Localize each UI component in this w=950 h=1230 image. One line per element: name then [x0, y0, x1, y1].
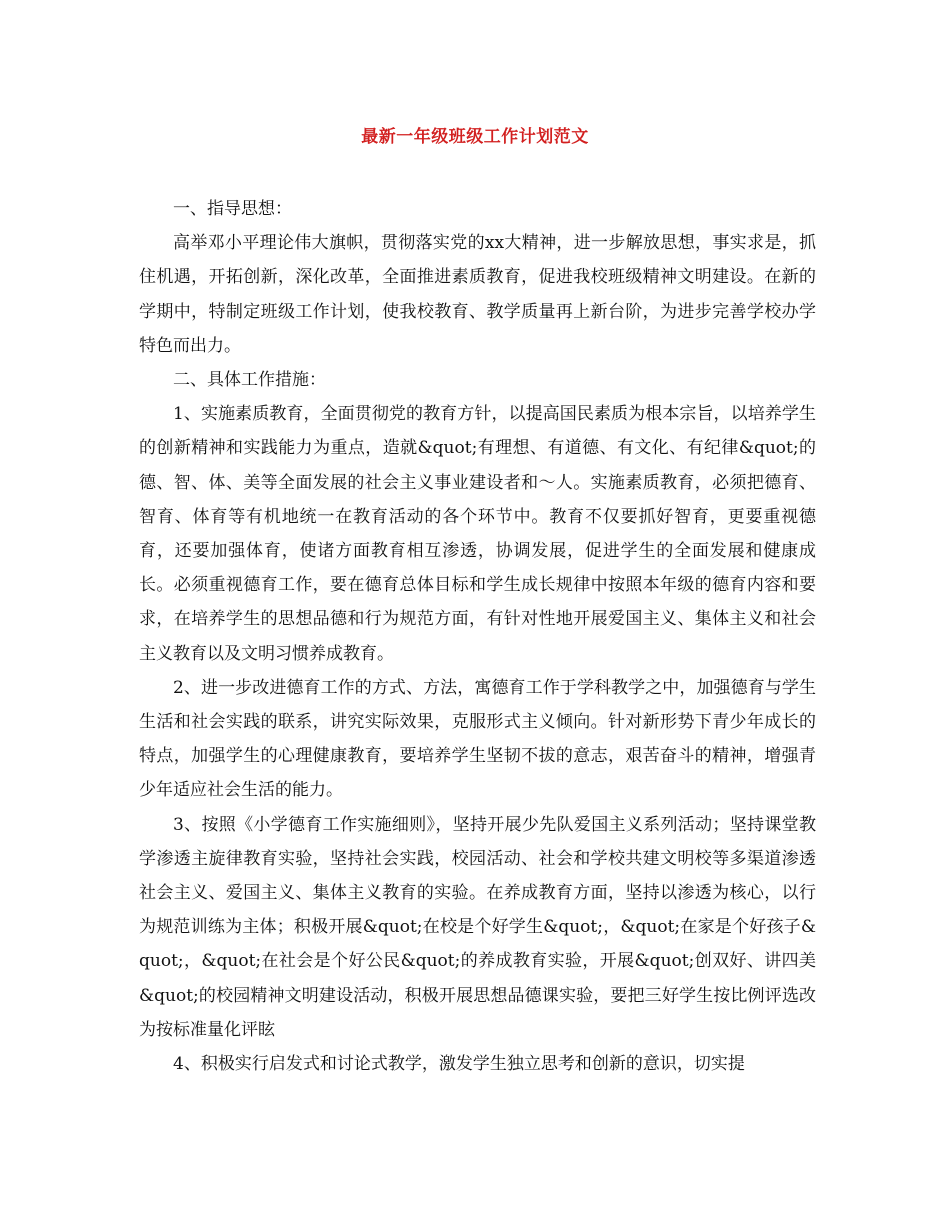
paragraph-guiding-ideology: 高举邓小平理论伟大旗帜，贯彻落实党的xx大精神，进一步解放思想，事实求是，抓住机遇，开拓创新，深化改革，全面推进素质教育，促进我校班级精神文明建设。在新的学期中，特制定班级工作计划，使我校教育、教学质量再上新台阶，为进步完善学校办学特色而出力。 [139, 233, 816, 356]
document-body [139, 192, 816, 1081]
paragraph-measure-2: 2、进一步改进德育工作的方式、方法，寓德育工作于学科教学之中，加强德育与学生生活和社会实践的联系，讲究实际效果，克服形式主义倾向。针对新形势下青少年成长的特点，加强学生的心理健康教育，要培养学生坚韧不拔的意志，艰苦奋斗的精神，增强青少年适应社会生活的能力。 [139, 677, 816, 801]
paragraph-measure-3: 3、按照《小学德育工作实施细则》，坚持开展少先队爱国主义系列活动；坚持课堂教学渗透主旋律教育实验，坚持社会实践，校园活动、社会和学校共建文明校等多渠道渗透社会主义、爱国主义、集体主义教育的实验。在养成教育方面，坚持以渗透为核心，以行为规范训练为主体；积极开展&quot;在校是个好学生&quot;，&quot;在家是个好孩子&quot;，&quot;在社会是个好公民&quot;的养成教育实验，开展&quot;创双好、讲四美&quot;的校园精神文明建设活动，积极开展思想品德课实验，要把三好学生按比例评选改为按标准量化评眩 [139, 814, 816, 1040]
paragraph-measure-1: 1、实施素质教育，全面贯彻党的教育方针，以提高国民素质为根本宗旨，以培养学生的创新精神和实践能力为重点，造就&quot;有理想、有道德、有文化、有纪律&quot;的德、智、体、美等全面发展的社会主义事业建设者和～人。实施素质教育，必须把德育、智育、体育等有机地统一在教育活动的各个环节中。教育不仅要抓好智育，更要重视德育，还要加强体育，使诸方面教育相互渗透，协调发展，促进学生的全面发展和健康成长。必须重视德育工作，要在德育总体目标和学生成长规律中按照本年级的德育内容和要求，在培养学生的思想品德和行为规范方面，有针对性地开展爱国主义、集体主义和社会主义教育以及文明习惯养成教育。 [139, 404, 816, 664]
document-title: 最新一年级班级工作计划范文 [361, 127, 589, 147]
heading-guiding-ideology: 一、指导思想： [173, 199, 292, 219]
heading-work-measures: 二、具体工作措施： [173, 370, 326, 391]
paragraph-measure-4: 4、积极实行启发式和讨论式教学，激发学生独立思考和创新的意识，切实提 [173, 1054, 745, 1075]
